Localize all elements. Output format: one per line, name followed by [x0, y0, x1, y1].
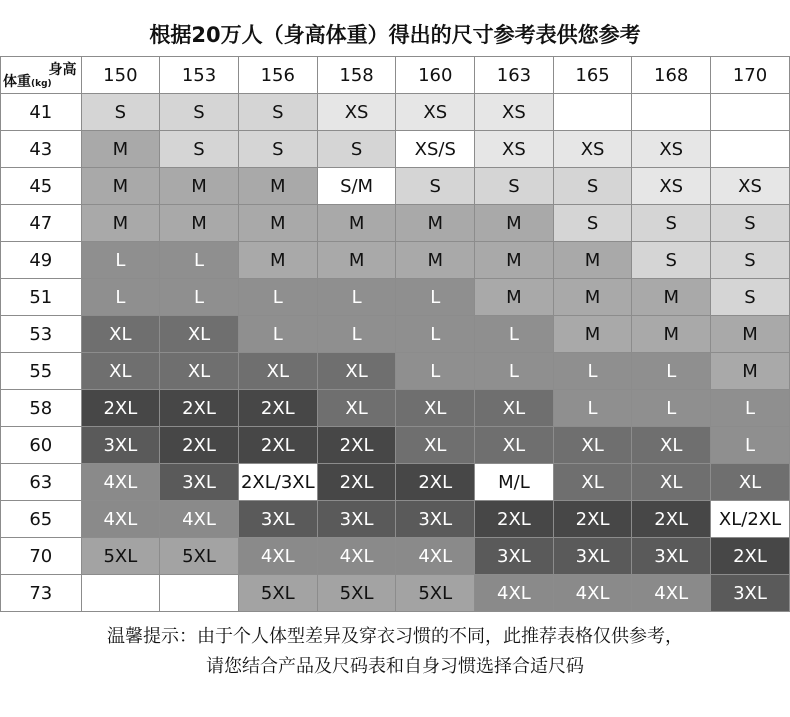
weight-cell: 65	[1, 501, 82, 538]
size-cell: 5XL	[317, 575, 396, 612]
table-row	[1, 353, 790, 390]
size-cell: 5XL	[238, 575, 317, 612]
table-row	[1, 390, 790, 427]
size-cell: M	[396, 242, 475, 279]
size-cell	[553, 94, 632, 131]
size-cell: M	[317, 205, 396, 242]
weight-axis-label	[3, 71, 52, 91]
size-cell: L	[711, 390, 790, 427]
size-cell: S	[317, 131, 396, 168]
size-cell: L	[553, 390, 632, 427]
size-cell: L	[632, 390, 711, 427]
size-cell: XL	[475, 427, 554, 464]
size-cell: XL/2XL	[711, 501, 790, 538]
table-row	[1, 316, 790, 353]
size-cell	[81, 575, 160, 612]
page-title: 根据20万人（身高体重）得出的尺寸参考表供您参考	[149, 23, 641, 47]
size-cell: 4XL	[553, 575, 632, 612]
size-cell: XS/S	[396, 131, 475, 168]
size-cell: 3XL	[317, 501, 396, 538]
size-cell: L	[475, 353, 554, 390]
size-cell: S	[160, 94, 239, 131]
weight-cell: 41	[1, 94, 82, 131]
size-cell: 3XL	[711, 575, 790, 612]
size-cell: 4XL	[396, 538, 475, 575]
size-cell: L	[317, 316, 396, 353]
size-cell: M	[475, 279, 554, 316]
size-cell: 2XL	[160, 427, 239, 464]
size-cell: L	[396, 279, 475, 316]
size-cell: XS	[475, 131, 554, 168]
size-cell: XL	[553, 464, 632, 501]
size-cell: XL	[396, 390, 475, 427]
size-cell: 5XL	[160, 538, 239, 575]
size-cell: M	[317, 242, 396, 279]
table-row	[1, 279, 790, 316]
size-cell: M	[81, 131, 160, 168]
size-cell: XL	[553, 427, 632, 464]
size-cell	[160, 575, 239, 612]
size-cell: 2XL	[81, 390, 160, 427]
size-cell: S	[711, 205, 790, 242]
corner-header	[1, 57, 82, 94]
size-cell: L	[396, 353, 475, 390]
size-cell: 2XL	[160, 390, 239, 427]
size-cell: 5XL	[81, 538, 160, 575]
size-cell: L	[81, 242, 160, 279]
size-cell: M	[238, 205, 317, 242]
footer-line-1: 温馨提示：由于个人体型差异及穿衣习惯的不同，此推荐表格仅供参考，	[107, 626, 683, 647]
size-cell: S	[81, 94, 160, 131]
size-cell: M	[475, 205, 554, 242]
table-body	[1, 57, 790, 612]
size-cell: L	[160, 242, 239, 279]
size-cell: 3XL	[160, 464, 239, 501]
size-cell: 5XL	[396, 575, 475, 612]
size-cell: S	[160, 131, 239, 168]
size-cell: XL	[632, 464, 711, 501]
size-cell: XL	[160, 353, 239, 390]
size-cell: 3XL	[475, 538, 554, 575]
height-header-cell: 160	[396, 57, 475, 94]
size-cell: XS	[632, 168, 711, 205]
size-cell: 3XL	[238, 501, 317, 538]
table-row	[1, 205, 790, 242]
size-cell: M	[81, 168, 160, 205]
size-cell: M	[475, 242, 554, 279]
weight-cell: 70	[1, 538, 82, 575]
table-row	[1, 501, 790, 538]
size-cell: 2XL	[238, 390, 317, 427]
size-cell: 3XL	[81, 427, 160, 464]
size-cell	[711, 131, 790, 168]
table-row	[1, 131, 790, 168]
size-cell: 2XL	[238, 427, 317, 464]
size-cell: 2XL	[711, 538, 790, 575]
weight-cell: 63	[1, 464, 82, 501]
weight-cell: 55	[1, 353, 82, 390]
footer-note	[0, 622, 790, 682]
table-row	[1, 242, 790, 279]
height-header-cell: 163	[475, 57, 554, 94]
size-cell: L	[81, 279, 160, 316]
height-header-cell: 150	[81, 57, 160, 94]
size-cell: XL	[396, 427, 475, 464]
size-cell: M	[81, 205, 160, 242]
size-cell: L	[475, 316, 554, 353]
size-cell: S	[553, 205, 632, 242]
size-cell	[632, 94, 711, 131]
size-cell: S	[475, 168, 554, 205]
size-cell: S/M	[317, 168, 396, 205]
size-cell: L	[317, 279, 396, 316]
size-cell: M	[238, 242, 317, 279]
height-header-row	[1, 57, 790, 94]
size-cell: XL	[317, 353, 396, 390]
size-cell: S	[553, 168, 632, 205]
size-cell: XS	[553, 131, 632, 168]
size-cell: 4XL	[81, 501, 160, 538]
size-cell: XL	[317, 390, 396, 427]
table-row	[1, 575, 790, 612]
size-cell: S	[632, 205, 711, 242]
weight-cell: 45	[1, 168, 82, 205]
table-row	[1, 168, 790, 205]
height-header-cell: 156	[238, 57, 317, 94]
size-cell: M	[632, 279, 711, 316]
size-cell: M	[160, 205, 239, 242]
size-cell: M	[711, 316, 790, 353]
size-cell: M	[553, 242, 632, 279]
size-cell: M	[632, 316, 711, 353]
size-cell: 2XL/3XL	[238, 464, 317, 501]
table-row	[1, 94, 790, 131]
size-cell: S	[711, 279, 790, 316]
size-cell: 4XL	[475, 575, 554, 612]
size-cell: S	[396, 168, 475, 205]
size-cell: M	[553, 279, 632, 316]
size-cell: 2XL	[396, 464, 475, 501]
size-cell: S	[632, 242, 711, 279]
weight-cell: 73	[1, 575, 82, 612]
size-cell	[711, 94, 790, 131]
weight-cell: 47	[1, 205, 82, 242]
size-cell: L	[711, 427, 790, 464]
size-cell: 2XL	[317, 427, 396, 464]
table-row	[1, 464, 790, 501]
size-cell: XS	[475, 94, 554, 131]
table-row	[1, 538, 790, 575]
height-header-cell: 158	[317, 57, 396, 94]
size-cell: 3XL	[396, 501, 475, 538]
size-cell: M	[238, 168, 317, 205]
size-cell: M	[396, 205, 475, 242]
size-cell: 4XL	[238, 538, 317, 575]
size-cell: 2XL	[632, 501, 711, 538]
height-axis-label: 身高	[48, 62, 77, 78]
size-cell: 4XL	[81, 464, 160, 501]
size-cell: XL	[632, 427, 711, 464]
height-header-cell: 170	[711, 57, 790, 94]
weight-cell: 49	[1, 242, 82, 279]
size-cell: 2XL	[553, 501, 632, 538]
height-header-cell: 153	[160, 57, 239, 94]
size-cell: M	[711, 353, 790, 390]
size-cell: XL	[81, 316, 160, 353]
size-cell: XS	[711, 168, 790, 205]
size-cell: L	[632, 353, 711, 390]
size-cell: XL	[160, 316, 239, 353]
size-cell: XS	[396, 94, 475, 131]
size-cell: 2XL	[475, 501, 554, 538]
size-cell: 4XL	[317, 538, 396, 575]
size-cell: XL	[81, 353, 160, 390]
size-table	[0, 56, 790, 612]
size-cell: XL	[238, 353, 317, 390]
size-cell: M/L	[475, 464, 554, 501]
weight-cell: 51	[1, 279, 82, 316]
size-cell: 3XL	[632, 538, 711, 575]
weight-cell: 58	[1, 390, 82, 427]
size-cell: XS	[317, 94, 396, 131]
size-cell: XS	[632, 131, 711, 168]
size-cell: XL	[711, 464, 790, 501]
weight-unit: (kg)	[31, 79, 52, 89]
size-cell: XL	[475, 390, 554, 427]
size-cell: 2XL	[317, 464, 396, 501]
size-cell: M	[160, 168, 239, 205]
weight-cell: 53	[1, 316, 82, 353]
size-cell: L	[553, 353, 632, 390]
size-cell: L	[238, 279, 317, 316]
size-cell: L	[160, 279, 239, 316]
weight-cell: 60	[1, 427, 82, 464]
size-cell: 3XL	[553, 538, 632, 575]
weight-cell: 43	[1, 131, 82, 168]
size-cell: S	[238, 131, 317, 168]
weight-axis-text: 体重	[3, 74, 31, 90]
size-cell: S	[711, 242, 790, 279]
footer-line-2: 请您结合产品及尺码表和自身习惯选择合适尺码	[206, 656, 584, 677]
size-cell: L	[396, 316, 475, 353]
height-header-cell: 168	[632, 57, 711, 94]
size-cell: M	[553, 316, 632, 353]
height-header-cell: 165	[553, 57, 632, 94]
size-cell: S	[238, 94, 317, 131]
size-cell: L	[238, 316, 317, 353]
size-cell: 4XL	[632, 575, 711, 612]
table-row	[1, 427, 790, 464]
size-cell: 4XL	[160, 501, 239, 538]
